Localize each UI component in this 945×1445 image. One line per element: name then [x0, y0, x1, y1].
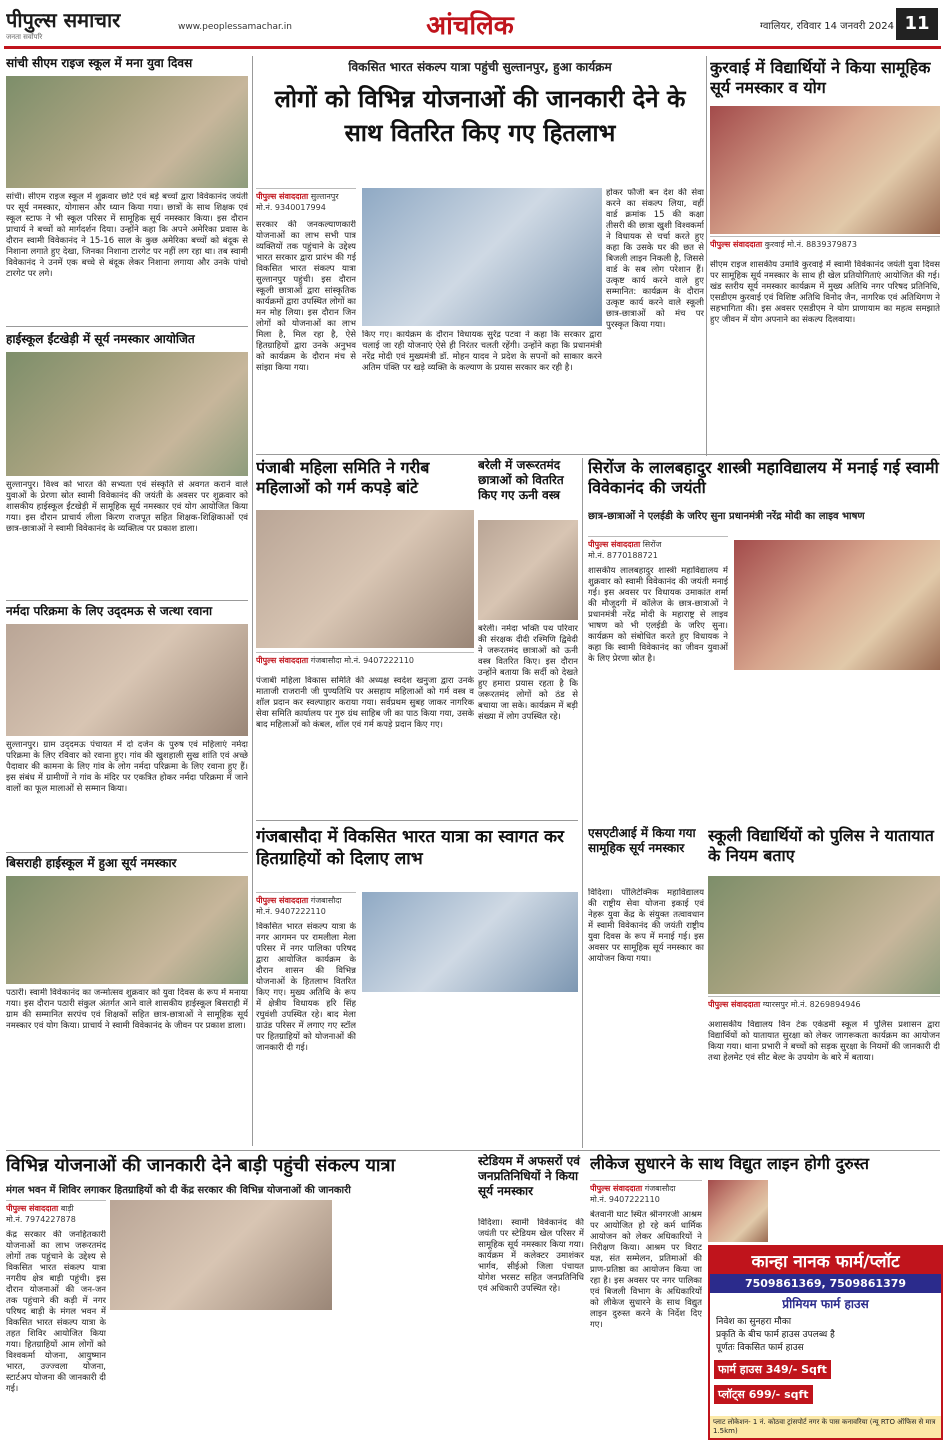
kurwai-byline-name: पीपुल्स संवाददाता	[710, 240, 763, 249]
main-byline	[256, 188, 356, 216]
column-rule	[706, 56, 707, 456]
police-photo	[708, 876, 940, 994]
sironj-subhead: छात्र-छात्राओं ने एलईडी के जरिए सुना प्रधानमंत्री नरेंद्र मोदी का लाइव भाषण	[588, 511, 865, 522]
main-photo	[362, 188, 602, 326]
baari-subhead: मंगल भवन में शिविर लगाकर हितग्राहियों को दी केंद्र सरकार की विभिन्न योजनाओं की जानकारी	[6, 1185, 351, 1196]
police-byline-mobile: मो.नं. 8269894946	[790, 1000, 861, 1009]
narmada-photo	[6, 624, 248, 736]
punjabi-photo	[256, 510, 474, 648]
main-body-col3: होकर फौजी बन देश की सेवा करने का संकल्प लिया, वहीं वार्ड क्रमांक 15 की कक्षा तीसरी की छात्रा खुशी विश्वकर्मा ने विधायक से चर्चा करते हुए कहा कि उसके घर की छत से बिजली लाइन निकली है, जिससे वार्ड के सब लोग परेशान हैं। उत्कृष्ट कार्य करने वाले हुए सम्मानित: कार्यक्रम के दौरान उत्कृष्ट कार्य करने वाले स्कूली छात्र-छात्राओं को मंच पर पुरस्कृत किया गया।	[606, 188, 704, 330]
bareli-headline: बरेली में जरूरतमंद छात्राओं को वितरित किए गए ऊनी वस्त्र	[478, 458, 564, 502]
leakage-byline	[590, 1180, 702, 1208]
gbasoda-byline-place: गंजबासौदा	[310, 896, 342, 905]
sanchi-headline	[6, 56, 248, 74]
leakage-photo	[708, 1180, 768, 1242]
gbasoda-byline-name: पीपुल्स संवाददाता	[256, 896, 309, 905]
ad-price-plots: प्लॉट्स 699/- sqft	[714, 1385, 813, 1404]
police-byline-name: पीपुल्स संवाददाता	[708, 1000, 761, 1009]
kurwai-body: सीएम राइज शासकीय उमावि कुरवाई में स्वामी विवेकानंद जयंती युवा दिवस पर सामूहिक सूर्य नमस्कार के साथ ही खेल प्रतियोगिताएं आयोजित की गई। खंड स्तरीय सूर्य नमस्कार कार्यक्रम में मुख्य अतिथि नगर परिषद प्रतिनिधि, एसडीएम कुरवाई एवं विशिष्ट अतिथि विनोद जैन, नागरिक एवं अतिथिगण ने सहभागिता की। इस अवसर एसडीएम ने योग प्राणायाम का महत्व समझाते हुए जीवन में योग अपनाने का संकल्प दिलवाया।	[710, 260, 940, 325]
kurwai-byline-mobile: मो.नं. 8839379873	[787, 240, 857, 249]
police-headline: स्कूली विद्यार्थियों को पुलिस ने यातायात के नियम बताए	[708, 826, 934, 865]
ad-features	[710, 1314, 941, 1357]
narmada-headline-text: नर्मदा परिक्रमा के लिए उद्‌दमऊ से जत्था रवाना	[6, 604, 213, 618]
leakage-byline-mobile: मो.नं. 9407222110	[590, 1195, 660, 1204]
sironj-byline-name: पीपुल्स संवाददाता	[588, 540, 641, 549]
gbasoda-byline	[256, 892, 356, 920]
leakage-byline-name: पीपुल्स संवाददाता	[590, 1184, 643, 1193]
itkhedi-body: सुल्तानपुर। विश्व को भारत की सभ्यता एवं संस्कृति से अवगत कराने वाले युवाओं के प्रेरणा स्रोत स्वामी विवेकानंद की जयंती के अवसर पर शुक्रवार को शासकीय हाईस्कूल ईंटखेड़ी में सामूहिक सूर्य नमस्कार एवं योग आयोजित किया गया। इस दौरान प्राचार्य लीला किरण राजपूत सहित शिक्षक-शिक्षिकाओं एवं छात्र-छात्राओं ने स्वामी विवेकानंद के व्यक्तित्व पर प्रकाश डाला।	[6, 480, 248, 534]
leakage-headline: लीकेज सुधारने के साथ विद्युत लाइन होगी दुरुस्त	[590, 1154, 870, 1173]
bisrahi-headline	[6, 856, 248, 874]
stadium-body: विदिशा। स्वामी विवेकानंद की जयंती पर स्टेडियम खेल परिसर में सामूहिक सूर्य नमस्कार किया गया। कार्यक्रम में कलेक्टर उमाशंकर भार्गव, सीईओ जिला पंचायत योगेश भरसट सहित जनप्रतिनिधि एवं अधिकारी उपस्थित रहे।	[478, 1218, 584, 1294]
ad-feature: प्रकृति के बीच फार्म हाउस उपलब्ध है	[716, 1330, 835, 1340]
police-body: अशासकीय विद्यालय विन टेक एकेडमी स्कूल में पुलिस प्रशासन द्वारा विद्यार्थियों को यातायात सुरक्षा को लेकर जागरूकता कार्यक्रम का आयोजन किया गया। थाना प्रभारी ने बच्चों को सड़क सुरक्षा के नियमों की जानकारी दी तथा हेलमेट एवं सीट बेल्ट के उपयोग के बारे में बताया।	[708, 1020, 940, 1063]
baari-byline-place: बाड़ी	[60, 1204, 74, 1213]
kurwai-byline	[710, 236, 940, 258]
gbasoda-byline-mobile: मो.नं. 9407222110	[256, 907, 326, 916]
dateline: ग्वालियर, रविवार 14 जनवरी 2024	[760, 21, 894, 32]
punjabi-byline-mobile: मो.नं. 9407222110	[344, 656, 414, 665]
divider	[6, 326, 248, 327]
sironj-headline: सिरोंज के लालबहादुर शास्त्री महाविद्यालय में मनाई गई स्वामी विवेकानंद की जयंती	[588, 458, 939, 497]
sironj-body: शासकीय लालबहादुर शास्त्री महाविद्यालय में शुक्रवार को स्वामी विवेकानंद की जयंती मनाई गई। इस अवसर पर विधायक उमाकांत शर्मा की मौजूदगी में कॉलेज के छात्र-छात्राओं ने प्रधानमंत्री नरेंद्र मोदी के महाराष्ट्र से लाइव भाषण को भी एलईडी के जरिए सुना। कार्यक्रम को संबोधित करते हुए विधायक ने कहा कि स्वामी विवेकानंद का जीवन युवाओं के लिए प्रेरणा स्रोत है।	[588, 566, 728, 664]
sgfi-headline: एसएटीआई में किया गया सामूहिक सूर्य नमस्कार	[588, 826, 696, 855]
header-rule	[4, 46, 941, 49]
punjabi-byline-place: गंजबासौदा	[310, 656, 342, 665]
itkhedi-headline-text: हाईस्कूल ईंटखेड़ी में सूर्य नमस्कार आयोजित	[6, 332, 195, 346]
sgfi-body: विदिशा। पॉलिटेक्निक महाविद्यालय की राष्ट्रीय सेवा योजना इकाई एवं नेहरू युवा केंद्र के संयुक्त तत्वावधान में स्वामी विवेकानंद की जयंती राष्ट्रीय युवा दिवस के रूप में मनाई गई। इस अवसर पर सामूहिक सूर्य नमस्कार का आयोजन किया गया।	[588, 888, 704, 964]
ad-price-farmhouse: फार्म हाउस 349/- Sqft	[714, 1360, 831, 1379]
main-byline-name: पीपुल्स संवाददाता	[256, 192, 309, 201]
baari-byline	[6, 1200, 106, 1228]
sironj-photo	[734, 540, 940, 670]
main-headline: लोगों को विभिन्न योजनाओं की जानकारी देने के साथ वितरित किए गए हितलाभ	[274, 85, 686, 147]
kurwai-photo	[710, 106, 940, 234]
punjabi-byline-name: पीपुल्स संवाददाता	[256, 656, 309, 665]
baari-byline-name: पीपुल्स संवाददाता	[6, 1204, 59, 1213]
punjabi-headline: पंजाबी महिला समिति ने गरीब महिलाओं को गर्म कपड़े बांटे	[256, 458, 430, 497]
brand-tagline: जनता सर्वोपरि	[6, 33, 43, 40]
baari-body: केंद्र सरकार की जनहितकारी योजनाओं का लाभ जरूरतमंद लोगों तक पहुंचाने के उद्देश्य से विकसित भारत संकल्प यात्रा नगरीय क्षेत्र बाड़ी पहुंची। इस दौरान योजनाओं की जन-जन तक पहुंचाने की कड़ी में नगर परिषद बाड़ी के मंगल भवन में विकसित भारत संकल्प यात्रा के तहत शिविर आयोजित किया गया। हितग्राहियों आम लोगों को विश्वकर्मा योजना, आयुष्मान भारत, उज्ज्वला योजना, स्टार्टअप योजना की जानकारी दी गई।	[6, 1230, 106, 1394]
sanchi-photo	[6, 76, 248, 188]
gbasoda-body: विकसित भारत संकल्प यात्रा के नगर आगमन पर रामलीला मेला परिसर में नगर पालिका परिषद द्वारा आयोजित कार्यक्रम के दौरान शासन की विभिन्न योजनाओं के हितलाभ वितरित किए गए। मुख्य अतिथि के रूप में क्षेत्रीय विधायक हरि सिंह रघुवंशी उपस्थित रहे। बाद मेला ग्राउंड परिसर में लगाए गए स्टॉल पर हितग्राहियों को योजनाओं की जानकारी दी गई।	[256, 922, 356, 1053]
ad-title: कान्हा नानक फार्म/प्लॉट	[710, 1247, 941, 1274]
ad-footer: प्लाट लोकेशन- 1 नं. कोठवा ट्रांसपोर्ट नगर के पास कनावरिया (न्यू RTO ऑफिस से मात्र 1.5km)	[710, 1416, 941, 1438]
police-byline	[708, 996, 940, 1018]
bisrahi-headline-text: बिसराही हाईस्कूल में हुआ सूर्य नमस्कार	[6, 856, 177, 870]
punjabi-byline	[256, 652, 474, 674]
narmada-headline	[6, 604, 248, 622]
leakage-body: बेतवानी घाट स्थित श्रीनगरजी आश्रम पर आयोजित हो रहे कर्म धार्मिक आयोजन को लेकर अधिकारियों ने निरीक्षण किया। आश्रम पर विराट यज्ञ, संत सम्मेलन, प्रतिमाओं की प्राण-प्रतिष्ठा का आयोजन किया जा रहा है। इस अवसर पर नगर पालिका एवं बिजली विभाग के अधिकारियों को लीकेज सुधारने के साथ विद्युत लाइन दुरुस्त करने के निर्देश दिए गए।	[590, 1210, 702, 1330]
itkhedi-photo	[6, 352, 248, 476]
baari-byline-mobile: मो.नं. 7974227878	[6, 1215, 76, 1224]
bisrahi-body: पठारी। स्वामी विवेकानंद का जन्मोत्सव शुक्रवार को युवा दिवस के रूप में मनाया गया। इस दौरान पठारी संकुल अंतर्गत आने वाले शासकीय हाईस्कूल बिसराही में ग्राम की सम्मानित सरपंच एवं शिक्षकों सहित छात्र-छात्राओं ने सामूहिक सूर्य नमस्कार एवं योग किया। प्राचार्य ने स्वामी विवेकानंद के जीवन पर प्रकाश डाला।	[6, 988, 248, 1031]
stadium-headline: स्टेडियम में अफसरों एवं जनप्रतिनिधियों ने किया सूर्य नमस्कार	[478, 1154, 580, 1198]
ad-subtitle: प्रीमियम फार्म हाउस	[782, 1297, 869, 1311]
main-body-col2: किए गए। कार्यक्रम के दौरान विधायक सुरेंद्र पटवा ने कहा कि सरकार द्वारा चलाई जा रही योजनाएं ऐसे ही निरंतर चलती रहेंगी। उन्होंने कहा कि प्रधानमंत्री नरेंद्र मोदी एवं मुख्यमंत्री डॉ. मोहन यादव ने प्रदेश के सपनों को साकार करने अतिम पंक्ति पर खड़े व्यक्ति के कल्याण के प्रयास सरकार कर रही है।	[362, 330, 602, 373]
column-rule	[252, 56, 253, 1146]
sanchi-body: सांची। सीएम राइज स्कूल में शुक्रवार छोटे एवं बड़े बच्चों द्वारा विवेकानंद जयंती पर सूर्य नमस्कार, योगासन और ध्यान किया गया। छात्रों के साथ शिक्षक एवं स्कूल स्टाफ ने भी स्कूल परिसर में सामूहिक सूर्य नमस्कार किया। इस दौरान प्राचार्य ने बच्चों को मार्गदर्शन दिया। उन्होंने कहा कि अपने अमेरिका प्रवास के दौरान स्वामी विवेकानंद ने 15-16 साल के कुछ अमेरिका बच्चों को बंदूक से निशाना लगाते हुए देखा, जिनका निशाना टारगेट पर नहीं लग रहा था। तब स्वामी विवेकानंद ने उनमें एक बच्चे से बंदूक लेकर निशाना लगाया और उनके पांचो टारगेट पर लगे।	[6, 192, 248, 279]
page-number: 11	[896, 8, 938, 40]
baari-photo	[110, 1200, 332, 1310]
sanchi-headline-text: सांची सीएम राइज स्कूल में मना युवा दिवस	[6, 56, 193, 70]
ad-feature: पूर्णतः विकसित फार्म हाउस	[716, 1343, 804, 1353]
brand-name: पीपुल्स समाचार	[6, 8, 121, 32]
brand-logo	[6, 6, 176, 40]
section-title: आंचलिक	[426, 11, 514, 41]
divider	[6, 1150, 940, 1151]
divider	[256, 454, 940, 455]
divider	[6, 852, 248, 853]
gbasoda-headline: गंजबासौदा में विकसित भारत यात्रा का स्वागत कर हितग्राहियों को दिलाए लाभ	[256, 827, 564, 869]
bisrahi-photo	[6, 876, 248, 984]
main-byline-place: सुल्तानपुर	[310, 192, 339, 201]
ad-feature: निवेश का सुनहरा मौका	[716, 1317, 792, 1327]
punjabi-body: पंजाबी महिला विकास समिति की अध्यक्ष स्वदेश खनुजा द्वारा उनके माताजी राजरानी जी पुण्यतिथि पर असहाय महिलाओं को गर्म वस्त्र व शॉल प्रदान कर स्वल्पाहार कराया गया। सर्वप्रथम सुबह जाकर नागरिक सेवा समिति कार्यालय पर गुरु ग्रंथ साहिब जी का पाठ किया गया, उसके बाद महिलाओं को कंबल, शॉल एवं गर्म कपड़े प्रदान किए गए।	[256, 676, 474, 730]
leakage-byline-place: गंजबासौदा	[644, 1184, 676, 1193]
sironj-byline-place: सिरोंज	[642, 540, 662, 549]
ad-phone[interactable]: 7509861369, 7509861379	[710, 1274, 941, 1293]
gbasoda-photo	[362, 892, 578, 992]
kurwai-byline-place: कुरवाई	[764, 240, 785, 249]
narmada-body: सुल्तानपुर। ग्राम उद्‌दमऊ पंचायत में दो दर्जन के पुरुष एवं महिलाएं नर्मदा परिक्रमा के लिए रविवार को रवाना हुए। गांव की खुशहाली सुख शांति एवं अच्छे पैदावार की कामना के लिए गांव के लोग नर्मदा परिक्रमा के लिए रवाना हुए हैं। इस संबंध में ग्रामीणों ने गांव के मंदिर पर एकत्रित होकर नर्मदा परिक्रमा में जाने वालों का फूल मालाओं से सम्मान किया।	[6, 740, 248, 794]
site-url[interactable]: www.peoplessamachar.in	[178, 22, 292, 32]
main-byline-mobile: मो.नं. 9340017994	[256, 203, 326, 212]
property-ad[interactable]	[708, 1245, 943, 1440]
divider	[256, 820, 578, 821]
divider	[6, 600, 248, 601]
main-kicker: विकसित भारत संकल्प यात्रा पहुंची सुल्तानपुर, हुआ कार्यक्रम	[348, 60, 612, 74]
itkhedi-headline	[6, 332, 248, 350]
baari-headline: विभिन्न योजनाओं की जानकारी देने बाड़ी पहुंची संकल्प यात्रा	[6, 1155, 396, 1176]
sironj-byline-mobile: मो.नं. 8770188721	[588, 551, 658, 560]
bareli-body: बरेली। नर्मदा भक्ति पथ परिवार की संरक्षक दीदी रश्मिणि द्विवेदी ने जरूरतमंद छात्राओं को ऊनी वस्त्र वितरित किए। इस दौरान उन्होंने बताया कि सर्दी को देखते हुए हमारा प्रयास रहता है कि जरूरतमंद लोगों को ठंड से बचाया जा सके। कार्यक्रम में बड़ी संख्या में लोग उपस्थित रहे।	[478, 624, 578, 722]
kurwai-headline: कुरवाई में विद्यार्थियों ने किया सामूहिक सूर्य नमस्कार व योग	[710, 58, 931, 97]
police-byline-place: ग्यारसपुर	[762, 1000, 789, 1009]
column-rule	[582, 458, 583, 1148]
bareli-photo	[478, 520, 578, 620]
sironj-byline	[588, 536, 728, 564]
main-body-col1: सरकार की जनकल्याणकारी योजनाओं का लाभ सभी पात्र व्यक्तियों तक पहुंचाने के उद्देश्य भारत सरकार द्वारा प्रारंभ की गई विकसित भारत संकल्प यात्रा सुल्तानपुर पहुंची। इस दौरान स्कूली छात्राओं द्वारा सांस्कृतिक कार्यक्रमों द्वारा उपस्थित लोगों का मन मोह लिया। इस दौरान जिन लोगों को योजनाओं का लाभ मिला है, मिल रहा है, ऐसे हितग्राहियों द्वारा उनके अनुभव को कार्यक्रम के दौरान मंच से सांझा किया गया।	[256, 220, 356, 373]
